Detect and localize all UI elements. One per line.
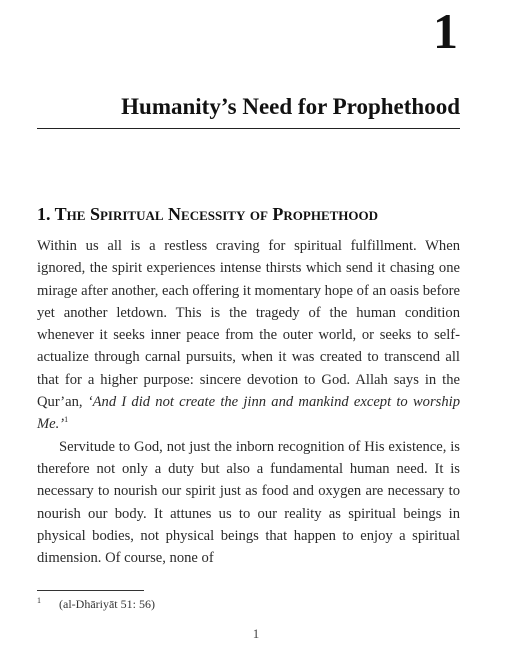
chapter-number: 1	[433, 3, 458, 59]
section-heading: 1. The Spiritual Necessity of Prophethood	[37, 204, 379, 224]
title-divider	[37, 128, 460, 129]
paragraph-1-text: Within us all is a restless craving for spiritual fulfillment. When ignored, the spirit experiences intense thirsts which send it chasing one mirage after another, each offering it momentary hope of an oasis before yet another letdown. This is the tragedy of the human condition whenever it seeks inner peace from the outer world, or seeks to self-actualize through carnal pursuits, when it was created to transcend all that for a higher purpose: sincere devotion to God. Allah says in the Qur’an,	[37, 238, 460, 411]
page-number: 1	[252, 626, 260, 641]
paragraph-2: Servitude to God, not just the inborn recognition of His existence, is therefore not only a duty but also a fundamental human need. It is necessary to nourish our spirit just as food and oxygen are necessary to nourish our body. It attunes us to our reality as spiritual beings in physical bodies, not physical beings that happen to enjoy a spiritual dimension. Of course, none of	[37, 438, 460, 567]
footnote-text: (al-Dhāriyāt 51: 56)	[59, 597, 155, 611]
quran-quote: ‘And I did not create the jinn and mankind except to worship Me.’	[37, 394, 460, 433]
body-text	[37, 235, 460, 569]
chapter-title: Humanity’s Need for Prophethood	[121, 94, 460, 119]
footnote	[37, 597, 155, 611]
footnote-divider	[37, 590, 144, 591]
footnote-reference[interactable]: 1	[64, 415, 69, 425]
footnote-number: 1	[37, 596, 41, 605]
paragraph-1	[37, 235, 460, 436]
